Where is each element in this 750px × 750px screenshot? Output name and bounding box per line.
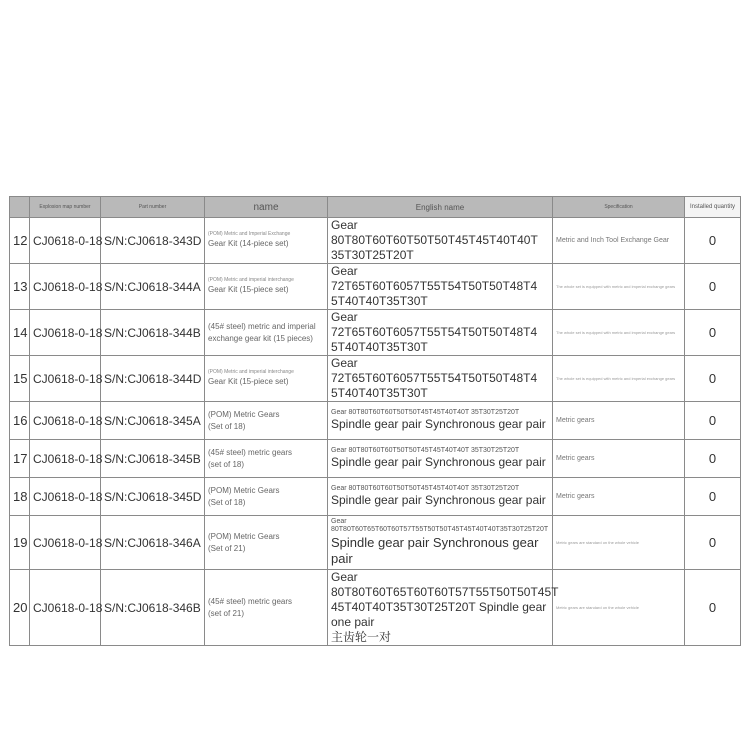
part-number: S/N:CJ0618-345A — [101, 402, 205, 440]
explosion-number: CJ0618-0-18 — [30, 516, 101, 570]
cell-line: (POM) Metric and imperial interchange — [208, 368, 294, 375]
specification-text: Metric and Inch Tool Exchange Gear — [556, 237, 670, 244]
part-name — [205, 402, 328, 440]
specification-text: The whole set is equipped with metric and imperial exchange gears — [556, 330, 676, 335]
parts-table — [9, 196, 741, 646]
cell-line: Gear 80T80T60T65T60T60T57T55T50T50T45T — [331, 570, 559, 599]
installed-quantity: 0 — [685, 570, 741, 646]
quantity-header: Installed quantity — [685, 197, 741, 218]
specification-text: Metric gears are standard on the whole vehicle — [556, 605, 639, 610]
explosion-number: CJ0618-0-18 — [30, 218, 101, 264]
cell-line: Gear 80T80T60T60T50T50T45T45T40T40T 35T30T25T20T — [331, 408, 520, 416]
specification-text: Metric gears — [556, 417, 595, 424]
cell-line: Gear Kit (15-piece set) — [208, 285, 289, 295]
table-header-row — [10, 197, 741, 218]
part-number: S/N:CJ0618-345D — [101, 478, 205, 516]
english-name — [328, 264, 553, 310]
specification — [553, 440, 685, 478]
cell-line: Gear 80T80T60T60T50T50T45T45T40T40T — [331, 218, 538, 247]
cell-line: Spindle gear pair Synchronous gear pair — [331, 535, 539, 567]
row-index: 12 — [10, 218, 30, 264]
cell-line: 45T40T40T35T30T25T20T Spindle gear one pair — [331, 600, 547, 629]
name-header: name — [205, 197, 328, 218]
explosion-number: CJ0618-0-18 — [30, 264, 101, 310]
cell-line: (Set of 21) — [208, 543, 246, 553]
specification — [553, 570, 685, 646]
table-row — [10, 570, 741, 646]
row-index: 20 — [10, 570, 30, 646]
row-index: 17 — [10, 440, 30, 478]
cell-line: Gear Kit (14-piece set) — [208, 239, 289, 249]
row-index: 19 — [10, 516, 30, 570]
part-number: S/N:CJ0618-344A — [101, 264, 205, 310]
row-index: 18 — [10, 478, 30, 516]
part-number: S/N:CJ0618-343D — [101, 218, 205, 264]
cell-line: (45# steel) metric and imperial — [208, 321, 316, 331]
specification — [553, 516, 685, 570]
specification-text: The whole set is equipped with metric and imperial exchange gears — [556, 376, 676, 381]
english-name — [328, 516, 553, 570]
cell-line: Spindle gear pair Synchronous gear pair — [331, 493, 546, 508]
specification — [553, 264, 685, 310]
part-name — [205, 218, 328, 264]
specification — [553, 356, 685, 402]
part-name — [205, 264, 328, 310]
explosion-number: CJ0618-0-18 — [30, 310, 101, 356]
table-row — [10, 356, 741, 402]
specification-text: Metric gears are standard on the whole vehicle — [556, 540, 639, 545]
part-number: S/N:CJ0618-344D — [101, 356, 205, 402]
part-number: S/N:CJ0618-346A — [101, 516, 205, 570]
part-name — [205, 440, 328, 478]
cell-line: Gear Kit (15-piece set) — [208, 377, 289, 387]
specification-text: The whole set is equipped with metric and imperial exchange gears — [556, 284, 676, 289]
table-row — [10, 440, 741, 478]
row-index: 15 — [10, 356, 30, 402]
part-number: S/N:CJ0618-345B — [101, 440, 205, 478]
cell-line: 35T30T25T20T — [331, 248, 414, 262]
table-row — [10, 310, 741, 356]
english-name — [328, 440, 553, 478]
english-name — [328, 310, 553, 356]
cell-line: 5T40T40T35T30T — [331, 386, 428, 400]
parts-table-image — [9, 196, 740, 644]
installed-quantity: 0 — [685, 440, 741, 478]
explosion-number: CJ0618-0-18 — [30, 478, 101, 516]
part-name — [205, 478, 328, 516]
cell-line: 5T40T40T35T30T — [331, 294, 428, 308]
english-name — [328, 402, 553, 440]
cell-line: (POM) Metric Gears — [208, 485, 280, 495]
part-number: S/N:CJ0618-346B — [101, 570, 205, 646]
installed-quantity: 0 — [685, 264, 741, 310]
cell-line: Gear 80T80T60T65T60T60T57T55T50T50T45T45T40T40T35T30T25T20T — [331, 517, 549, 534]
installed-quantity: 0 — [685, 310, 741, 356]
part-number-header: Part number — [101, 197, 205, 218]
part-name — [205, 356, 328, 402]
explosion-number: CJ0618-0-18 — [30, 440, 101, 478]
cell-line: Spindle gear pair Synchronous gear pair — [331, 417, 546, 432]
cell-line: Gear 80T80T60T60T50T50T45T45T40T40T 35T30T25T20T — [331, 484, 520, 492]
installed-quantity: 0 — [685, 356, 741, 402]
cell-line: (set of 18) — [208, 459, 245, 469]
cell-line: Spindle gear pair Synchronous gear pair — [331, 455, 546, 470]
cell-line: (45# steel) metric gears — [208, 447, 293, 457]
cell-line: Gear 72T65T60T6057T55T54T50T50T48T4 — [331, 310, 538, 339]
explosion-header: Explosion map number — [30, 197, 101, 218]
explosion-number: CJ0618-0-18 — [30, 402, 101, 440]
part-number: S/N:CJ0618-344B — [101, 310, 205, 356]
part-name — [205, 516, 328, 570]
explosion-number: CJ0618-0-18 — [30, 356, 101, 402]
installed-quantity: 0 — [685, 402, 741, 440]
cell-line: (POM) Metric and imperial interchange — [208, 276, 294, 283]
table-row — [10, 516, 741, 570]
cell-line: 5T40T40T35T30T — [331, 340, 428, 354]
row-index: 16 — [10, 402, 30, 440]
cell-line: (POM) Metric Gears — [208, 409, 280, 419]
cell-line: (POM) Metric Gears — [208, 531, 280, 541]
specification-text: Metric gears — [556, 493, 595, 500]
english-name — [328, 570, 559, 646]
cell-line: (POM) Metric and Imperial Exchange — [208, 230, 291, 237]
row-index: 14 — [10, 310, 30, 356]
part-name — [205, 310, 328, 356]
installed-quantity: 0 — [685, 516, 741, 570]
english-name — [328, 356, 553, 402]
cell-line: 主齿轮一对 — [331, 630, 392, 644]
cell-line: exchange gear kit (15 pieces) — [208, 333, 313, 343]
explosion-number: CJ0618-0-18 — [30, 570, 101, 646]
specification — [553, 218, 685, 264]
part-name — [205, 570, 328, 646]
cell-line: Gear 72T65T60T6057T55T54T50T50T48T4 — [331, 356, 538, 385]
table-row — [10, 218, 741, 264]
english-name — [328, 478, 553, 516]
installed-quantity: 0 — [685, 478, 741, 516]
cell-line: Gear 80T80T60T60T50T50T45T45T40T40T 35T30T25T20T — [331, 446, 520, 454]
table-row — [10, 264, 741, 310]
specification — [553, 478, 685, 516]
table-row — [10, 478, 741, 516]
english-name — [328, 218, 553, 264]
cell-line: (set of 21) — [208, 608, 245, 618]
index-header — [10, 197, 30, 218]
specification-header: Specification — [553, 197, 685, 218]
specification-text: Metric gears — [556, 455, 595, 462]
specification — [553, 402, 685, 440]
cell-line: Gear 72T65T60T6057T55T54T50T50T48T4 — [331, 264, 538, 293]
installed-quantity: 0 — [685, 218, 741, 264]
cell-line: (45# steel) metric gears — [208, 596, 293, 606]
cell-line: (Set of 18) — [208, 497, 246, 507]
table-row — [10, 402, 741, 440]
english-name-header: English name — [328, 197, 553, 218]
specification — [553, 310, 685, 356]
row-index: 13 — [10, 264, 30, 310]
cell-line: (Set of 18) — [208, 421, 246, 431]
